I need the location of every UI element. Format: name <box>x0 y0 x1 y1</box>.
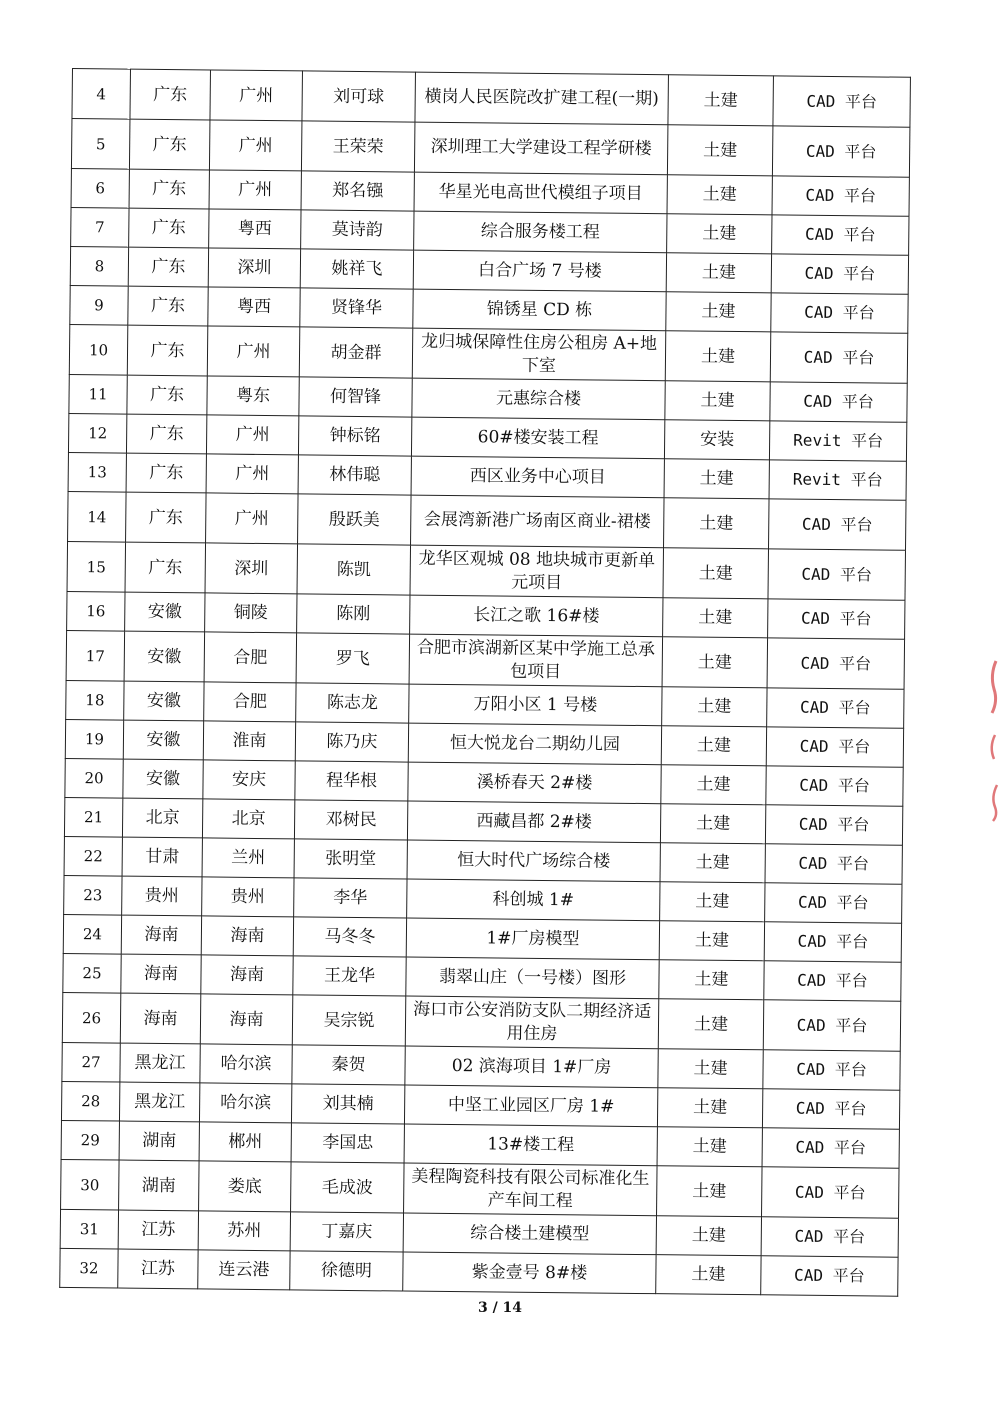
cell-name: 刘可球 <box>302 71 416 122</box>
cell-project: 合肥市滨湖新区某中学施工总承包项目 <box>409 634 663 687</box>
cell-platform: CAD 平台 <box>767 688 904 728</box>
cell-name: 李华 <box>294 878 407 918</box>
cell-province: 海南 <box>121 915 201 955</box>
cell-province: 广东 <box>127 325 208 376</box>
table-row <box>68 491 906 550</box>
cell-project: 元惠综合楼 <box>412 378 665 420</box>
cell-name: 吴宗锐 <box>292 995 406 1046</box>
cell-project: 西区业务中心项目 <box>411 456 664 498</box>
cell-name: 张明堂 <box>294 839 407 879</box>
cell-project: 会展湾新港广场南区商业-裙楼 <box>411 495 665 548</box>
cell-city: 广州 <box>206 454 298 494</box>
cell-platform: CAD 平台 <box>768 549 906 600</box>
cell-name: 王荣荣 <box>301 121 415 172</box>
cell-number: 5 <box>71 119 130 170</box>
cell-province: 安徽 <box>123 759 203 799</box>
cell-platform: CAD 平台 <box>770 382 907 422</box>
cell-province: 广东 <box>128 286 208 326</box>
cell-name: 莫诗韵 <box>301 210 414 250</box>
cell-province: 广东 <box>126 492 207 543</box>
cell-type: 安装 <box>664 420 769 460</box>
cell-type: 土建 <box>656 1255 761 1295</box>
cell-platform: CAD 平台 <box>772 176 909 216</box>
cell-platform: CAD 平台 <box>767 638 905 689</box>
cell-number: 14 <box>68 491 127 542</box>
cell-platform: CAD 平台 <box>765 883 902 923</box>
cell-platform: CAD 平台 <box>771 293 908 333</box>
cell-number: 12 <box>68 413 126 453</box>
cell-number: 27 <box>62 1042 120 1082</box>
cell-number: 18 <box>66 680 124 720</box>
cell-type: 土建 <box>660 804 765 844</box>
cell-city: 哈尔滨 <box>200 1044 292 1084</box>
cell-province: 黑龙江 <box>120 1043 200 1083</box>
cell-province: 广东 <box>126 414 206 454</box>
cell-platform: CAD 平台 <box>762 1089 899 1129</box>
stamp-fragment <box>986 655 1000 825</box>
cell-province: 安徽 <box>124 681 204 721</box>
cell-city: 铜陵 <box>205 593 297 633</box>
cell-province: 湖南 <box>119 1160 200 1211</box>
cell-type: 土建 <box>657 1166 763 1217</box>
cell-project: 科创城 1# <box>407 879 660 921</box>
cell-number: 10 <box>69 324 128 375</box>
cell-project: 白合广场 7 号楼 <box>413 250 666 292</box>
cell-type: 土建 <box>657 1127 762 1167</box>
cell-project: 华星光电高世代模组子项目 <box>414 172 667 214</box>
cell-type: 土建 <box>663 598 768 638</box>
cell-project: 02 滨海项目 1#厂房 <box>405 1046 658 1088</box>
cell-city: 深圳 <box>205 543 298 594</box>
cell-province: 贵州 <box>122 876 202 916</box>
cell-name: 程华根 <box>295 761 408 801</box>
cell-number: 11 <box>69 374 127 414</box>
cell-project: 龙华区观城 08 地块城市更新单元项目 <box>410 545 664 598</box>
page-number: 3 / 14 <box>477 1300 523 1316</box>
cell-platform: CAD 平台 <box>772 215 909 255</box>
cell-number: 31 <box>60 1209 118 1249</box>
cell-city: 哈尔滨 <box>199 1083 291 1123</box>
cell-city: 深圳 <box>208 248 300 288</box>
cell-platform: CAD 平台 <box>764 961 901 1001</box>
cell-project: 恒大悦龙台二期幼儿园 <box>408 723 661 765</box>
cell-project: 锦锈星 CD 栋 <box>413 289 666 331</box>
cell-number: 32 <box>60 1248 118 1288</box>
cell-type: 土建 <box>668 75 774 126</box>
cell-name: 陈乃庆 <box>295 722 408 762</box>
cell-city: 合肥 <box>204 682 296 722</box>
cell-number: 24 <box>63 914 121 954</box>
cell-province: 广东 <box>126 453 206 493</box>
table-row <box>72 69 910 128</box>
cell-name: 林伟聪 <box>298 455 411 495</box>
table-row <box>61 1159 899 1218</box>
cell-city: 广州 <box>207 326 300 377</box>
table-row <box>62 992 900 1051</box>
table-row <box>71 119 909 178</box>
cell-name: 陈志龙 <box>296 683 409 723</box>
cell-number: 8 <box>70 246 128 286</box>
cell-city: 贵州 <box>202 877 294 917</box>
cell-platform: CAD 平台 <box>764 922 901 962</box>
cell-platform: CAD 平台 <box>762 1167 900 1218</box>
cell-name: 刘其楠 <box>291 1084 404 1124</box>
cell-number: 26 <box>62 992 121 1043</box>
cell-platform: CAD 平台 <box>763 1050 900 1090</box>
cell-project: 深圳理工大学建设工程学研楼 <box>414 122 668 175</box>
cell-city: 郴州 <box>199 1122 291 1162</box>
cell-platform: CAD 平台 <box>762 1128 899 1168</box>
cell-city: 海南 <box>200 994 293 1045</box>
cell-name: 徐德明 <box>290 1251 403 1291</box>
cell-province: 海南 <box>121 954 201 994</box>
cell-type: 土建 <box>667 214 772 254</box>
cell-project: 恒大时代广场综合楼 <box>407 840 660 882</box>
cell-number: 28 <box>61 1081 119 1121</box>
cell-name: 何智锋 <box>299 377 412 417</box>
cell-number: 15 <box>67 541 126 592</box>
cell-province: 安徽 <box>124 631 205 682</box>
cell-type: 土建 <box>659 960 764 1000</box>
cell-project: 翡翠山庄（一号楼）图形 <box>406 957 659 999</box>
cell-type: 土建 <box>666 253 771 293</box>
cell-city: 广州 <box>206 415 298 455</box>
cell-province: 广东 <box>125 542 206 593</box>
cell-type: 土建 <box>657 1088 762 1128</box>
cell-name: 秦贺 <box>292 1045 405 1085</box>
cell-platform: CAD 平台 <box>773 76 911 127</box>
cell-province: 广东 <box>128 247 208 287</box>
registration-table <box>59 68 911 1297</box>
cell-city: 兰州 <box>202 838 294 878</box>
cell-type: 土建 <box>666 292 771 332</box>
cell-province: 江苏 <box>118 1249 198 1289</box>
cell-type: 土建 <box>663 548 769 599</box>
cell-project: 美程陶瓷科技有限公司标准化生产车间工程 <box>404 1163 658 1216</box>
cell-project: 紫金壹号 8#楼 <box>403 1252 656 1294</box>
cell-city: 安庆 <box>203 760 295 800</box>
cell-name: 钟标铭 <box>298 416 411 456</box>
cell-name: 殷跃美 <box>298 494 412 545</box>
cell-province: 广东 <box>129 119 210 170</box>
cell-name: 马冬冬 <box>293 917 406 957</box>
cell-platform: CAD 平台 <box>768 599 905 639</box>
cell-name: 陈刚 <box>297 594 410 634</box>
cell-number: 25 <box>63 953 121 993</box>
cell-type: 土建 <box>667 125 773 176</box>
cell-type: 土建 <box>665 331 771 382</box>
cell-city: 连云港 <box>198 1250 290 1290</box>
cell-platform: CAD 平台 <box>766 766 903 806</box>
cell-type: 土建 <box>661 765 766 805</box>
cell-project: 13#楼工程 <box>404 1124 657 1166</box>
cell-number: 23 <box>64 875 122 915</box>
cell-project: 60#楼安装工程 <box>411 417 664 459</box>
cell-type: 土建 <box>664 498 770 549</box>
cell-city: 广州 <box>206 493 299 544</box>
cell-project: 1#厂房模型 <box>406 918 659 960</box>
cell-name: 姚祥飞 <box>300 249 413 289</box>
cell-project: 龙归城保障性住房公租房 A+地下室 <box>412 328 666 381</box>
cell-type: 土建 <box>664 459 769 499</box>
cell-type: 土建 <box>662 687 767 727</box>
cell-type: 土建 <box>662 637 768 688</box>
cell-city: 娄底 <box>199 1161 292 1212</box>
cell-city: 粤西 <box>208 287 300 327</box>
cell-name: 李国忠 <box>291 1123 404 1163</box>
cell-type: 土建 <box>667 175 772 215</box>
cell-platform: CAD 平台 <box>761 1217 898 1257</box>
cell-city: 广州 <box>209 170 301 210</box>
cell-platform: CAD 平台 <box>770 332 908 383</box>
cell-province: 黑龙江 <box>119 1082 199 1122</box>
cell-province: 广东 <box>129 208 209 248</box>
cell-province: 安徽 <box>123 720 203 760</box>
cell-platform: Revit 平台 <box>769 460 906 500</box>
cell-platform: CAD 平台 <box>771 254 908 294</box>
cell-city: 合肥 <box>204 632 297 683</box>
cell-number: 16 <box>67 591 125 631</box>
cell-city: 海南 <box>201 955 293 995</box>
cell-province: 安徽 <box>125 592 205 632</box>
cell-number: 6 <box>71 168 129 208</box>
cell-city: 淮南 <box>203 721 295 761</box>
cell-type: 土建 <box>658 1049 763 1089</box>
table-row <box>67 541 905 600</box>
cell-name: 罗飞 <box>296 633 410 684</box>
cell-name: 贤锋华 <box>300 288 413 328</box>
cell-number: 13 <box>68 452 126 492</box>
cell-type: 土建 <box>658 999 764 1050</box>
cell-number: 29 <box>61 1120 119 1160</box>
cell-platform: CAD 平台 <box>765 805 902 845</box>
cell-number: 21 <box>64 797 122 837</box>
cell-platform: CAD 平台 <box>761 1256 898 1296</box>
cell-name: 郑名镪 <box>301 171 414 211</box>
cell-city: 粤西 <box>209 209 301 249</box>
cell-name: 陈凯 <box>297 544 411 595</box>
cell-name: 毛成波 <box>291 1162 405 1213</box>
cell-type: 土建 <box>660 843 765 883</box>
cell-number: 17 <box>66 630 125 681</box>
cell-number: 20 <box>65 758 123 798</box>
cell-city: 北京 <box>202 799 294 839</box>
cell-project: 中坚工业园区厂房 1# <box>404 1085 657 1127</box>
cell-type: 土建 <box>659 921 764 961</box>
cell-project: 综合服务楼工程 <box>414 211 667 253</box>
cell-name: 胡金群 <box>299 327 413 378</box>
cell-province: 广东 <box>129 169 209 209</box>
cell-province: 广东 <box>127 375 207 415</box>
cell-project: 海口市公安消防支队二期经济适用住房 <box>405 996 659 1049</box>
cell-province: 江苏 <box>118 1210 198 1250</box>
cell-city: 广州 <box>209 120 302 171</box>
cell-province: 海南 <box>120 993 201 1044</box>
cell-number: 30 <box>61 1159 120 1210</box>
cell-province: 北京 <box>122 798 202 838</box>
table-row <box>69 324 907 383</box>
cell-platform: CAD 平台 <box>766 727 903 767</box>
cell-name: 邓树民 <box>294 800 407 840</box>
cell-platform: Revit 平台 <box>769 421 906 461</box>
cell-project: 溪桥春天 2#楼 <box>408 762 661 804</box>
cell-platform: CAD 平台 <box>765 844 902 884</box>
cell-number: 22 <box>64 836 122 876</box>
cell-type: 土建 <box>661 726 766 766</box>
cell-city: 苏州 <box>198 1211 290 1251</box>
table-body <box>60 69 911 1297</box>
cell-project: 长江之歌 16#楼 <box>410 595 663 637</box>
cell-city: 海南 <box>201 916 293 956</box>
cell-province: 湖南 <box>119 1121 199 1161</box>
cell-city: 广州 <box>210 70 303 121</box>
cell-province: 甘肃 <box>122 837 202 877</box>
cell-project: 综合楼土建模型 <box>403 1213 656 1255</box>
cell-project: 横岗人民医院改扩建工程(一期) <box>415 72 669 125</box>
cell-project: 西藏昌都 2#楼 <box>407 801 660 843</box>
cell-number: 7 <box>71 207 129 247</box>
table-row <box>60 1248 898 1296</box>
cell-platform: CAD 平台 <box>763 1000 901 1051</box>
cell-name: 王龙华 <box>293 956 406 996</box>
cell-name: 丁嘉庆 <box>290 1212 403 1252</box>
cell-type: 土建 <box>660 882 765 922</box>
cell-type: 土建 <box>656 1216 761 1256</box>
cell-number: 9 <box>70 285 128 325</box>
cell-city: 粤东 <box>207 376 299 416</box>
cell-number: 19 <box>65 719 123 759</box>
cell-number: 4 <box>72 69 131 120</box>
cell-type: 土建 <box>665 381 770 421</box>
cell-platform: CAD 平台 <box>772 126 910 177</box>
table-row <box>66 630 904 689</box>
cell-platform: CAD 平台 <box>769 499 907 550</box>
cell-province: 广东 <box>130 69 211 120</box>
cell-project: 万阳小区 1 号楼 <box>409 684 662 726</box>
